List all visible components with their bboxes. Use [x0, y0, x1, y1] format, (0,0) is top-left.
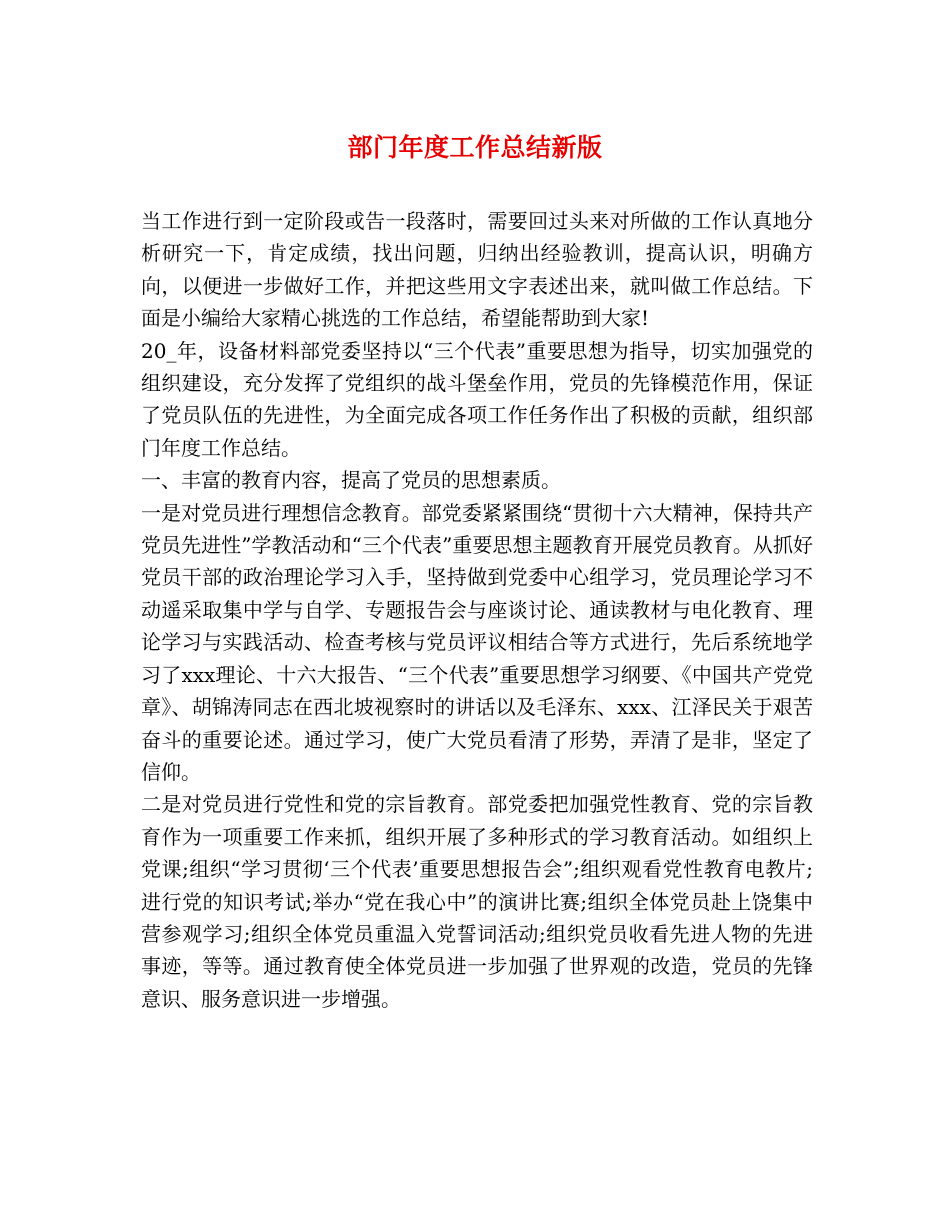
paragraph-intro: 当工作进行到一定阶段或告一段落时，需要回过头来对所做的工作认真地分析研究一下，肯定成绩，找出问题，归纳出经验教训，提高认识，明确方向，以便进一步做好工作，并把这些用文字表述出来，就叫做工作总结。下面是小编给大家精心挑选的工作总结，希望能帮助到大家! — [141, 209, 813, 331]
document-body — [141, 205, 813, 1015]
paragraph-ideals-education: 一是对党员进行理想信念教育。部党委紧紧围绕“贯彻十六大精神，保持共产党员先进性”学教活动和“三个代表”重要思想主题教育开展党员教育。从抓好党员干部的政治理论学习入手，坚持做到党委中心组学习，党员理论学习不动遥采取集中学与自学、专题报告会与座谈讨论、通读教材与电化教育、理论学习与实践活动、检查考核与党员评议相结合等方式进行，先后系统地学习了xxx理论、十六大报告、“三个代表”重要思想学习纲要、《中国共产党党章》、胡锦涛同志在西北坡视察时的讲话以及毛泽东、xxx、江泽民关于艰苦奋斗的重要论述。通过学习，使广大党员看清了形势，弄清了是非，坚定了信仰。 — [141, 500, 813, 784]
section-heading-1: 一、丰富的教育内容，提高了党员的思想素质。 — [141, 468, 561, 493]
document-title: 部门年度工作总结新版 — [347, 133, 603, 162]
paragraph-overview: 20_年，设备材料部党委坚持以“三个代表”重要思想为指导，切实加强党的组织建设，充分发挥了党组织的战斗堡垒作用，党员的先锋模范作用，保证了党员队伍的先进性，为全面完成各项工作任务作出了积极的贡献，组织部门年度工作总结。 — [141, 338, 813, 460]
paragraph-party-spirit-education: 二是对党员进行党性和党的宗旨教育。部党委把加强党性教育、党的宗旨教育作为一项重要工作来抓，组织开展了多种形式的学习教育活动。如组织上党课;组织“学习贯彻‘三个代表’重要思想报告会”;组织观看党性教育电教片;进行党的知识考试;举办“党在我心中”的演讲比赛;组织全体党员赴上饶集中营参观学习;组织全体党员重温入党誓词活动;组织党员收看先进人物的先进事迹，等等。通过教育使全体党员进一步加强了世界观的改造，党员的先锋意识、服务意识进一步增强。 — [141, 792, 813, 1011]
